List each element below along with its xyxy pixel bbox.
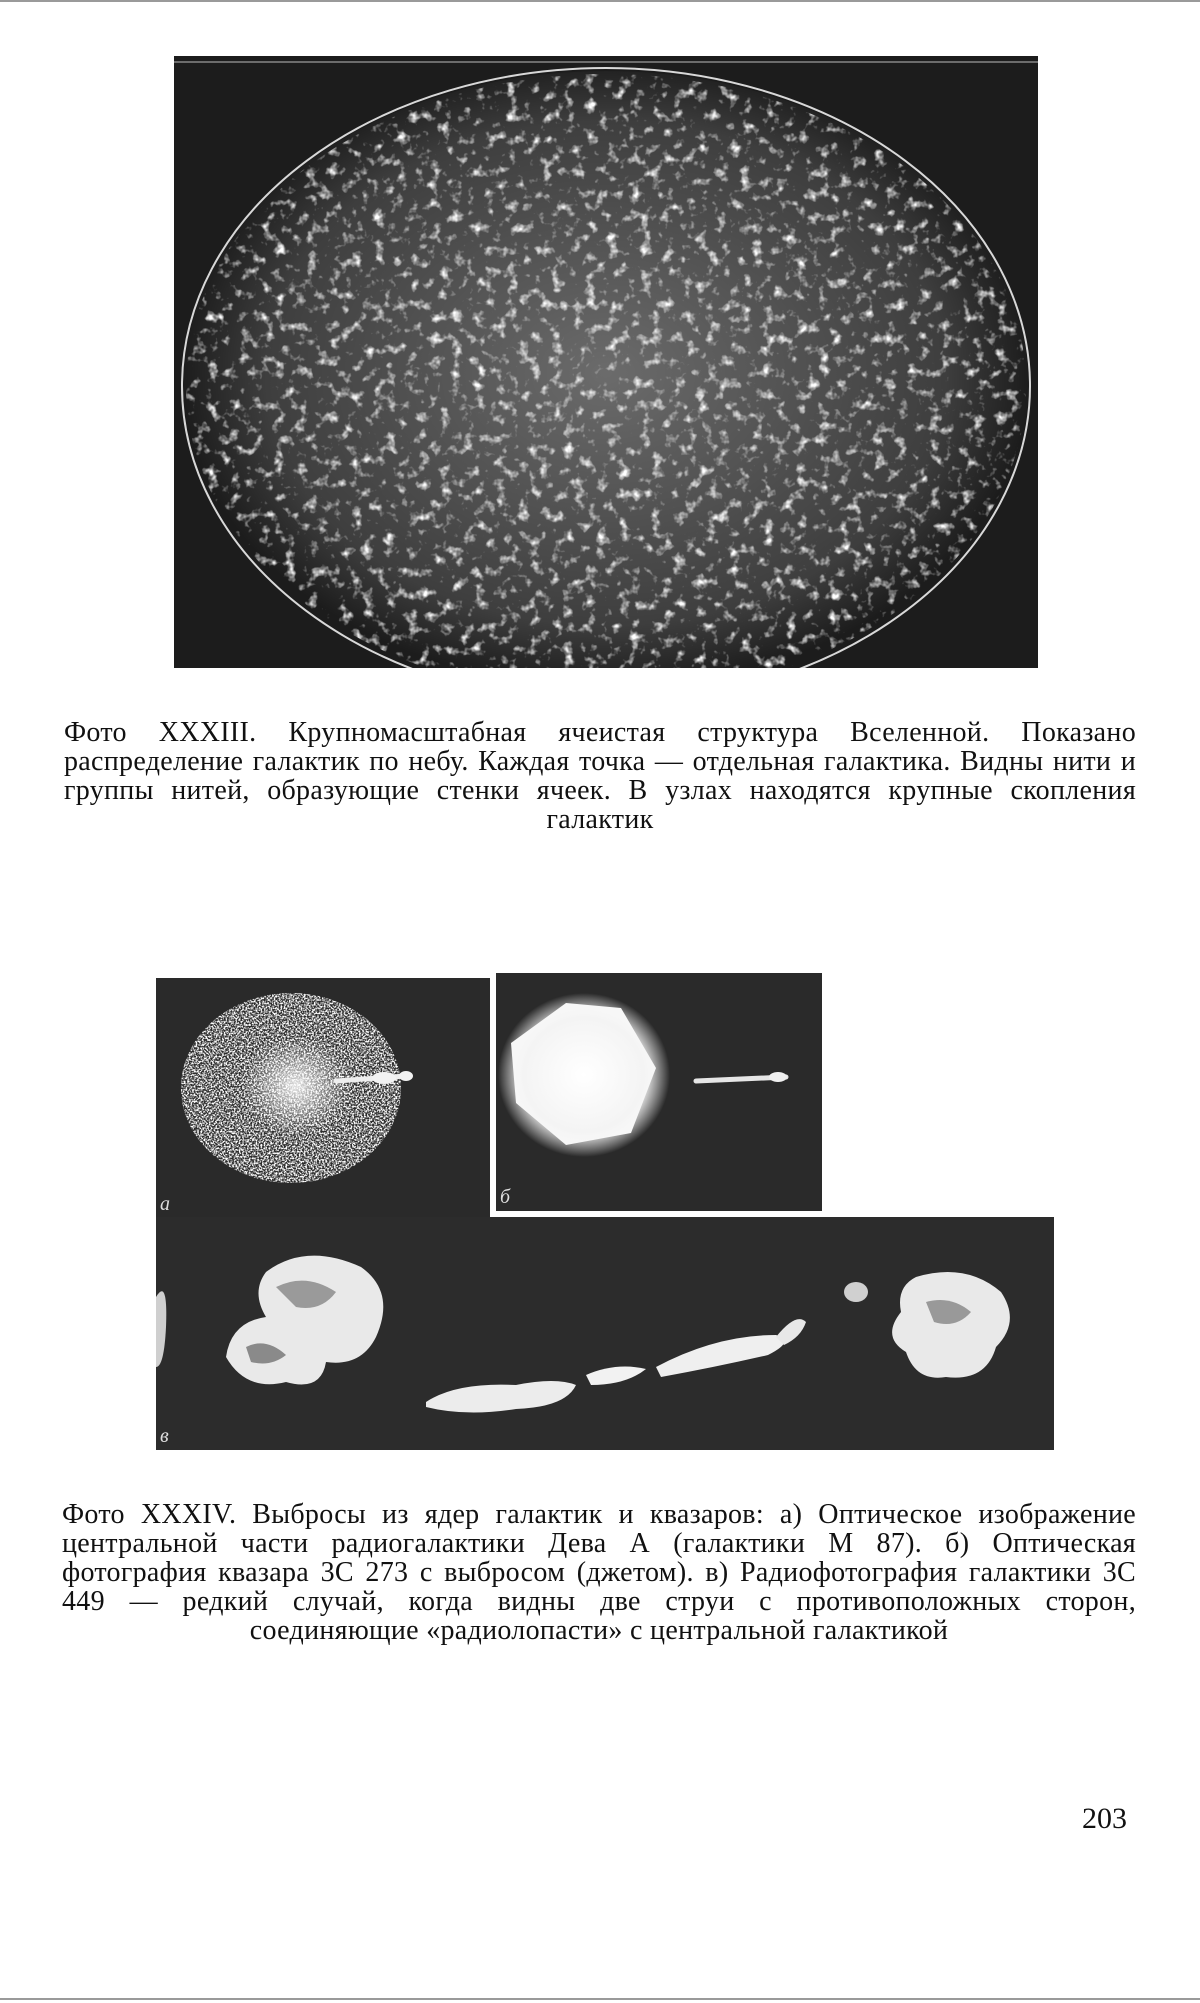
panel-a-label: а xyxy=(160,1193,170,1215)
photo-panel-b xyxy=(496,973,822,1211)
m87-image xyxy=(156,978,490,1218)
radio-galaxy-3c449-image xyxy=(156,1217,1054,1450)
photo-34-caption-text: Фото XXXIV. Выбросы из ядер галактик и квазаров: а) Оптическое изображение центральной части радиогалактики Дева А (галактики М 87). б) Оптическая фотография квазара 3С 273 с выбросом (джетом). в) Радиофотография галактики 3С 449 — редкий случай, когда видны две струи с противоположных сторон, соединяющие «радиолопасти» с центральной галактикой xyxy=(62,1499,1136,1646)
photo-33-caption-text: Фото XXXIII. Крупномасштабная ячеистая структура Вселенной. Показано распределение галактик по небу. Каждая точка — отдельная галактика. Видны нити и группы нитей, образующие стенки ячеек. В узлах находятся крупные скопления галактик xyxy=(64,717,1136,835)
panel-c-label: в xyxy=(160,1425,169,1447)
photo-panel-a xyxy=(156,978,490,1218)
photo-34-caption xyxy=(62,1500,1136,1645)
page-bottom-border xyxy=(0,1998,1200,2000)
photo-galaxy-distribution xyxy=(174,56,1038,668)
galaxy-map-image xyxy=(174,56,1038,668)
photo-33-caption xyxy=(64,718,1136,834)
quasar-3c273-image xyxy=(496,973,822,1211)
panel-b-label: б xyxy=(500,1186,511,1208)
photo-panel-c xyxy=(156,1217,1054,1450)
page-number: 203 xyxy=(1082,1802,1127,1835)
page-top-border xyxy=(0,0,1200,2)
